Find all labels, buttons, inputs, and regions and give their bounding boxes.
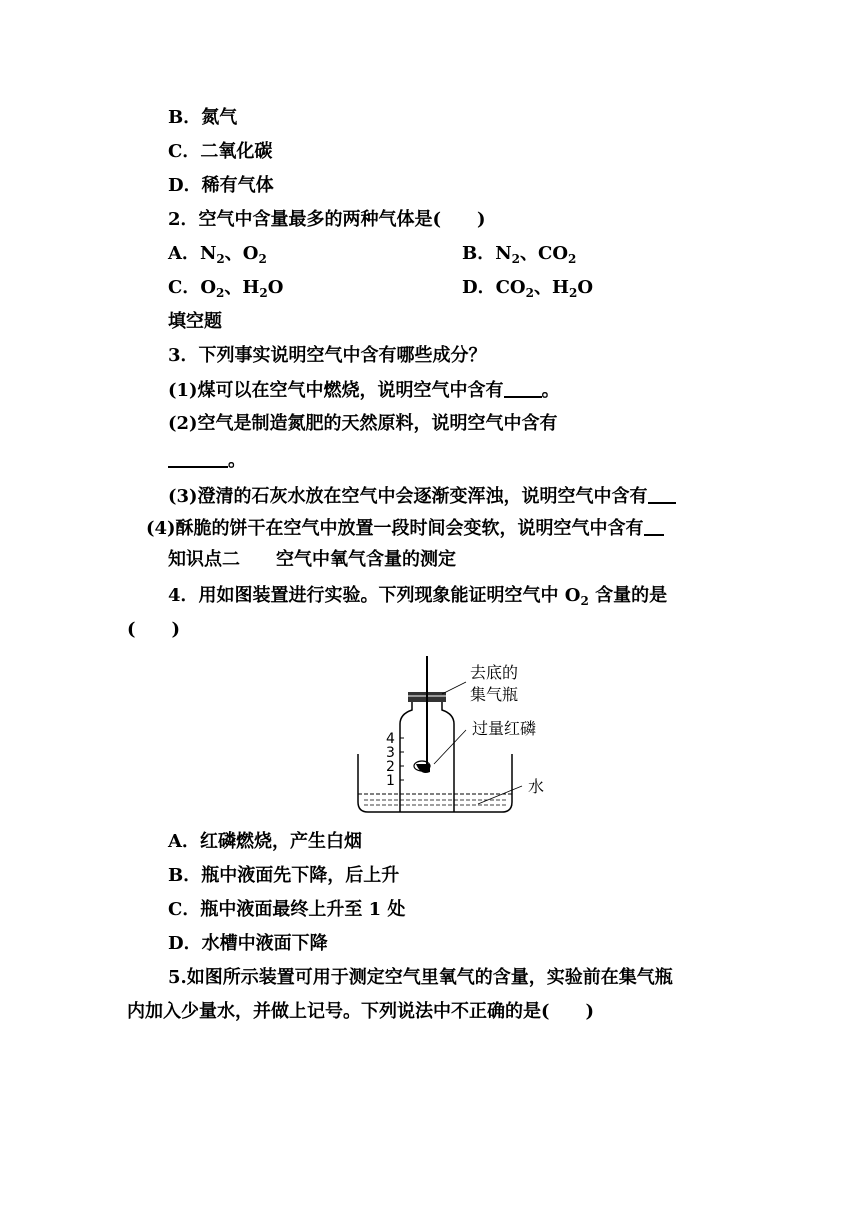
q2-option-a: A．$N_2$、$O_2$ xyxy=(168,243,267,266)
q3-part2: (2)空气是制造氮肥的天然原料，说明空气中含有 xyxy=(168,413,558,434)
q4-option-b: B．瓶中液面先下降，后上升 xyxy=(168,865,400,886)
q3-part2-answer: 。 xyxy=(168,448,246,473)
q3-stem: 3．下列事实说明空气中含有哪些成分？ xyxy=(168,345,487,366)
q4-option-c: C．瓶中液面最终上升至 1 处 xyxy=(168,899,406,920)
q4-option-d: D．水槽中液面下降 xyxy=(168,933,328,954)
section-fill-blank: 填空题 xyxy=(168,311,222,332)
q2-option-c: C．$O_2$、$H_2O$ xyxy=(168,277,284,300)
label-water: 水 xyxy=(528,777,545,796)
q1-option-b: B．氮气 xyxy=(168,107,238,128)
answer-blank[interactable] xyxy=(504,378,542,398)
label-bottle-line2: 集气瓶 xyxy=(470,685,519,704)
answer-blank[interactable] xyxy=(648,484,676,504)
q5-stem-line1: 5.如图所示装置可用于测定空气里氧气的含量，实验前在集气瓶 xyxy=(168,967,673,988)
answer-blank[interactable] xyxy=(168,448,228,468)
q3-part1: (1)煤可以在空气中燃烧，说明空气中含有 。 xyxy=(168,380,560,401)
q2-stem: 2．空气中含量最多的两种气体是( ) xyxy=(168,209,486,230)
answer-blank[interactable] xyxy=(644,516,664,536)
q4-option-a: A．红磷燃烧，产生白烟 xyxy=(168,831,362,852)
experiment-figure xyxy=(350,652,560,820)
q1-option-d: D．稀有气体 xyxy=(168,175,274,196)
q1-option-c: C．二氧化碳 xyxy=(168,141,273,162)
q5-stem-line2: 内加入少量水，并做上记号。下列说法中不正确的是( ) xyxy=(127,1001,595,1022)
q2-option-b: B．$N_2$、$CO_2$ xyxy=(462,243,577,266)
q3-part4: (4)酥脆的饼干在空气中放置一段时间会变软，说明空气中含有 xyxy=(146,516,664,541)
mark-3: 3 xyxy=(386,745,395,761)
mark-2: 2 xyxy=(386,759,395,775)
mark-1: 1 xyxy=(386,773,395,789)
label-bottle-line1: 去底的 xyxy=(470,663,519,682)
q4-paren: ( ) xyxy=(127,619,181,640)
q3-part3: (3)澄清的石灰水放在空气中会逐渐变浑浊，说明空气中含有 xyxy=(168,484,676,509)
section-knowledge-point: 知识点二 空气中氧气含量的测定 xyxy=(168,549,456,570)
q4-stem: 4．用如图装置进行实验。下列现象能证明空气中 $O_2$ 含量的是 xyxy=(168,585,668,608)
q2-option-d: D．$CO_2$、$H_2O$ xyxy=(462,277,594,300)
mark-4: 4 xyxy=(386,731,395,747)
phosphorus-spoon xyxy=(416,764,430,773)
label-phosphorus: 过量红磷 xyxy=(472,719,537,738)
